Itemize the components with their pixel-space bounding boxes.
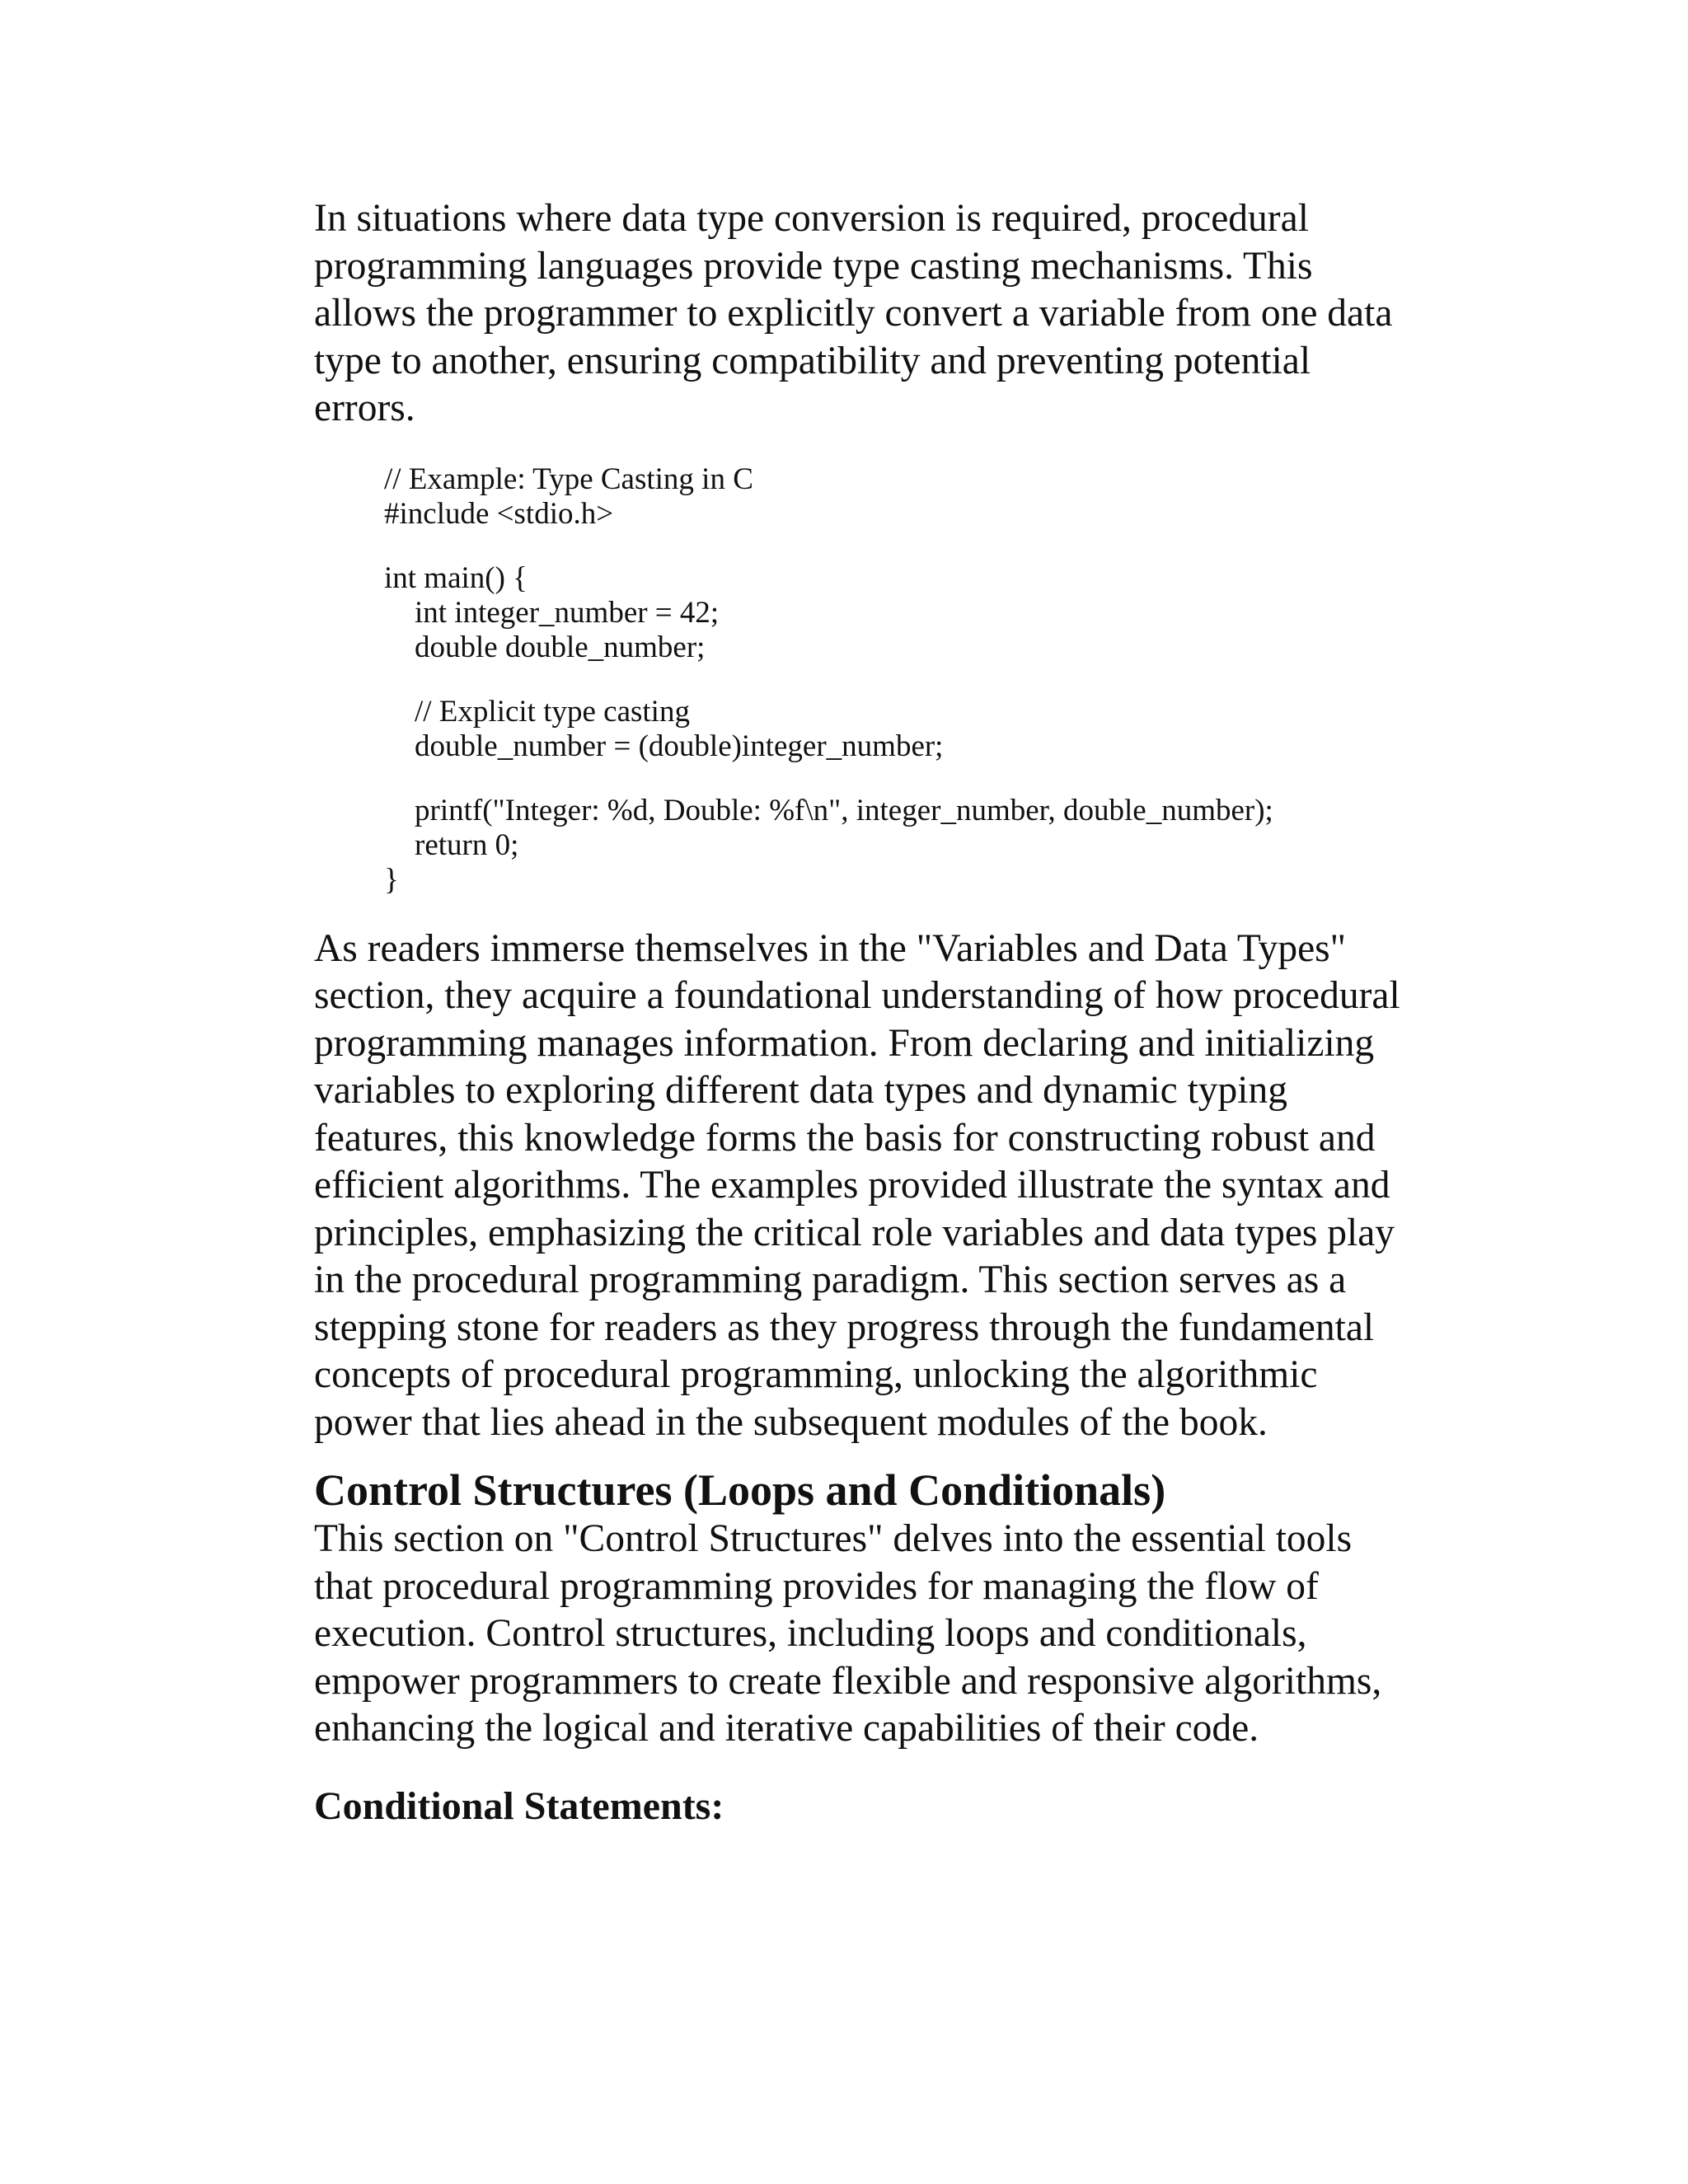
- code-blank-line: [384, 665, 1460, 695]
- page-content: [314, 195, 1460, 1830]
- summary-paragraph: [314, 926, 1460, 1447]
- paragraph-line: execution. Control structures, including loops and conditionals,: [314, 1612, 1307, 1655]
- paragraph-line: allows the programmer to explicitly convert a variable from one data: [314, 292, 1393, 335]
- code-line: // Example: Type Casting in C: [384, 462, 753, 496]
- paragraph-line: programming manages information. From declaring and initializing: [314, 1021, 1375, 1065]
- code-line: return 0;: [384, 827, 519, 862]
- intro-paragraph: [314, 195, 1460, 433]
- paragraph-line: errors.: [314, 387, 415, 429]
- code-line: double_number = (double)integer_number;: [384, 729, 944, 763]
- code-line: double double_number;: [384, 630, 706, 664]
- code-line: }: [384, 862, 399, 897]
- section-heading: Control Structures (Loops and Conditionals): [314, 1465, 1166, 1515]
- paragraph-line: programming languages provide type casting mechanisms. This: [314, 244, 1313, 288]
- paragraph-line: type to another, ensuring compatibility and preventing potential: [314, 339, 1311, 382]
- code-line: int main() {: [384, 560, 528, 595]
- paragraph-line: In situations where data type conversion is required, procedural: [314, 197, 1309, 240]
- code-example: [314, 462, 1460, 898]
- paragraph-line: variables to exploring different data types and dynamic typing: [314, 1069, 1288, 1112]
- paragraph-line: in the procedural programming paradigm. This section serves as a: [314, 1258, 1347, 1301]
- paragraph-line: power that lies ahead in the subsequent modules of the book.: [314, 1400, 1268, 1444]
- paragraph-line: section, they acquire a foundational understanding of how procedural: [314, 974, 1400, 1017]
- code-line: // Explicit type casting: [384, 694, 690, 729]
- paragraph-line: enhancing the logical and iterative capabilities of their code.: [314, 1707, 1259, 1750]
- paragraph-line: principles, emphasizing the critical role variables and data types play: [314, 1211, 1395, 1254]
- code-line: printf("Integer: %d, Double: %f\n", integer_number, double_number);: [384, 793, 1273, 827]
- subsection-heading: Conditional Statements:: [314, 1783, 724, 1828]
- paragraph-line: efficient algorithms. The examples provided illustrate the syntax and: [314, 1164, 1390, 1207]
- paragraph-line: stepping stone for readers as they progress through the fundamental: [314, 1305, 1375, 1349]
- paragraph-line: that procedural programming provides for managing the flow of: [314, 1564, 1319, 1608]
- paragraph-line: concepts of procedural programming, unlocking the algorithmic: [314, 1353, 1318, 1396]
- paragraph-line: As readers immerse themselves in the "Variables and Data Types": [314, 926, 1347, 970]
- code-line: int integer_number = 42;: [384, 595, 720, 630]
- code-blank-line: [384, 532, 1460, 561]
- section-paragraph: [314, 1516, 1460, 1753]
- code-line: #include <stdio.h>: [384, 496, 614, 531]
- paragraph-line: empower programmers to create flexible and responsive algorithms,: [314, 1659, 1382, 1703]
- code-blank-line: [384, 764, 1460, 794]
- paragraph-line: features, this knowledge forms the basis for constructing robust and: [314, 1116, 1376, 1160]
- paragraph-line: This section on "Control Structures" delves into the essential tools: [314, 1517, 1353, 1560]
